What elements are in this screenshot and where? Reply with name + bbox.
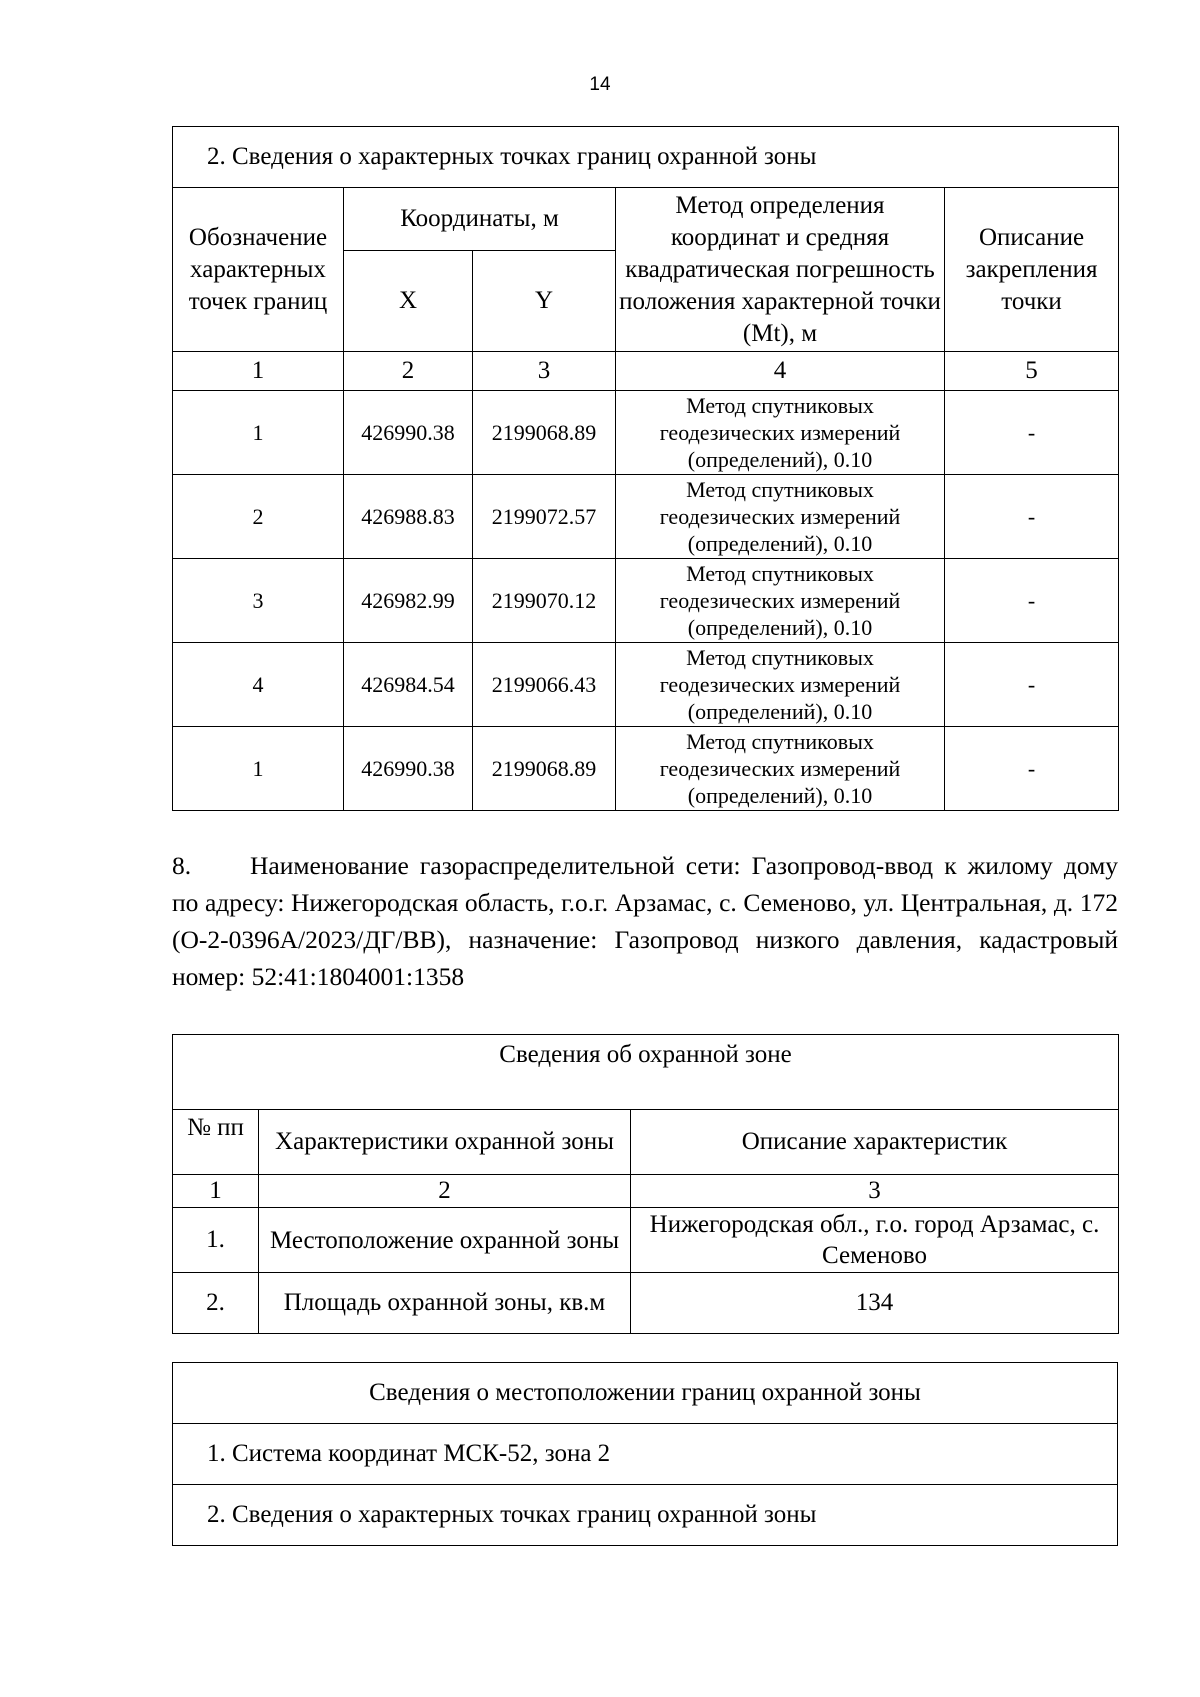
header-method: Метод определения координат и средняя квадратическая погрешность положения характерной точки (Mt), м — [616, 188, 945, 352]
header-designation: Обозначение характерных точек границ — [173, 188, 344, 352]
table-row — [173, 475, 1119, 559]
point-method: Метод спутниковых геодезических измерений (определений), 0.10 — [616, 727, 945, 811]
point-x: 426990.38 — [344, 391, 473, 475]
col-number: 3 — [473, 352, 616, 391]
point-x: 426990.38 — [344, 727, 473, 811]
header-x: X — [344, 251, 473, 352]
points-table-title: 2. Сведения о характерных точках границ охранной зоны — [173, 127, 1119, 188]
header-num: № пп — [173, 1110, 259, 1175]
table-row — [173, 643, 1119, 727]
point-y: 2199066.43 — [473, 643, 616, 727]
row-characteristic: Площадь охранной зоны, кв.м — [259, 1273, 631, 1334]
row-num: 1. — [173, 1208, 259, 1273]
point-y: 2199068.89 — [473, 727, 616, 811]
point-method: Метод спутниковых геодезических измерений (определений), 0.10 — [616, 391, 945, 475]
table-row — [173, 1208, 1119, 1273]
points-section-title: 2. Сведения о характерных точках границ охранной зоны — [173, 1485, 1118, 1546]
page-number: 14 — [589, 74, 611, 95]
point-description: - — [945, 559, 1119, 643]
point-description: - — [945, 475, 1119, 559]
location-table-title: Сведения о местоположении границ охранной зоны — [173, 1363, 1118, 1424]
point-x: 426984.54 — [344, 643, 473, 727]
location-table — [172, 1362, 1118, 1546]
point-x: 426982.99 — [344, 559, 473, 643]
col-number: 2 — [259, 1175, 631, 1208]
section-8-text: Наименование газораспределительной сети: Газопровод-ввод к жилому дому по адресу: Нижегородская область, г.о.г. Арзамас, с. Семеново, ул. Центральная, д. 172 (О-2-0396А/2023/ДГ/ВВ), назначение: Газопровод низкого давления, кадастровый номер: 52:41:1804001:1358 — [172, 851, 1118, 991]
section-8-number: 8. — [172, 851, 192, 880]
point-description: - — [945, 727, 1119, 811]
col-number: 4 — [616, 352, 945, 391]
point-x: 426988.83 — [344, 475, 473, 559]
header-characteristic: Характеристики охранной зоны — [259, 1110, 631, 1175]
point-method: Метод спутниковых геодезических измерений (определений), 0.10 — [616, 475, 945, 559]
row-num: 2. — [173, 1273, 259, 1334]
col-number: 1 — [173, 1175, 259, 1208]
point-y: 2199072.57 — [473, 475, 616, 559]
point-id: 3 — [173, 559, 344, 643]
table-row — [173, 391, 1119, 475]
zone-table — [172, 1034, 1119, 1334]
row-characteristic: Местоположение охранной зоны — [259, 1208, 631, 1273]
coordinate-system: 1. Система координат МСК-52, зона 2 — [173, 1424, 1118, 1485]
point-description: - — [945, 643, 1119, 727]
row-value: Нижегородская обл., г.о. город Арзамас, с. Семеново — [631, 1208, 1119, 1273]
point-y: 2199068.89 — [473, 391, 616, 475]
points-table — [172, 126, 1119, 811]
point-id: 2 — [173, 475, 344, 559]
table-row — [173, 1273, 1119, 1334]
point-method: Метод спутниковых геодезических измерений (определений), 0.10 — [616, 559, 945, 643]
row-value: 134 — [631, 1273, 1119, 1334]
table-row — [173, 727, 1119, 811]
zone-table-title: Сведения об охранной зоне — [173, 1035, 1119, 1110]
header-y: Y — [473, 251, 616, 352]
header-coords: Координаты, м — [344, 188, 616, 251]
point-description: - — [945, 391, 1119, 475]
point-method: Метод спутниковых геодезических измерений (определений), 0.10 — [616, 643, 945, 727]
table-row — [173, 559, 1119, 643]
col-number: 1 — [173, 352, 344, 391]
col-number: 3 — [631, 1175, 1119, 1208]
col-number: 2 — [344, 352, 473, 391]
point-id: 1 — [173, 391, 344, 475]
col-number: 5 — [945, 352, 1119, 391]
section-8-paragraph — [172, 847, 1118, 995]
header-characteristic-description: Описание характеристик — [631, 1110, 1119, 1175]
point-id: 4 — [173, 643, 344, 727]
header-description: Описание закрепления точки — [945, 188, 1119, 352]
point-y: 2199070.12 — [473, 559, 616, 643]
point-id: 1 — [173, 727, 344, 811]
